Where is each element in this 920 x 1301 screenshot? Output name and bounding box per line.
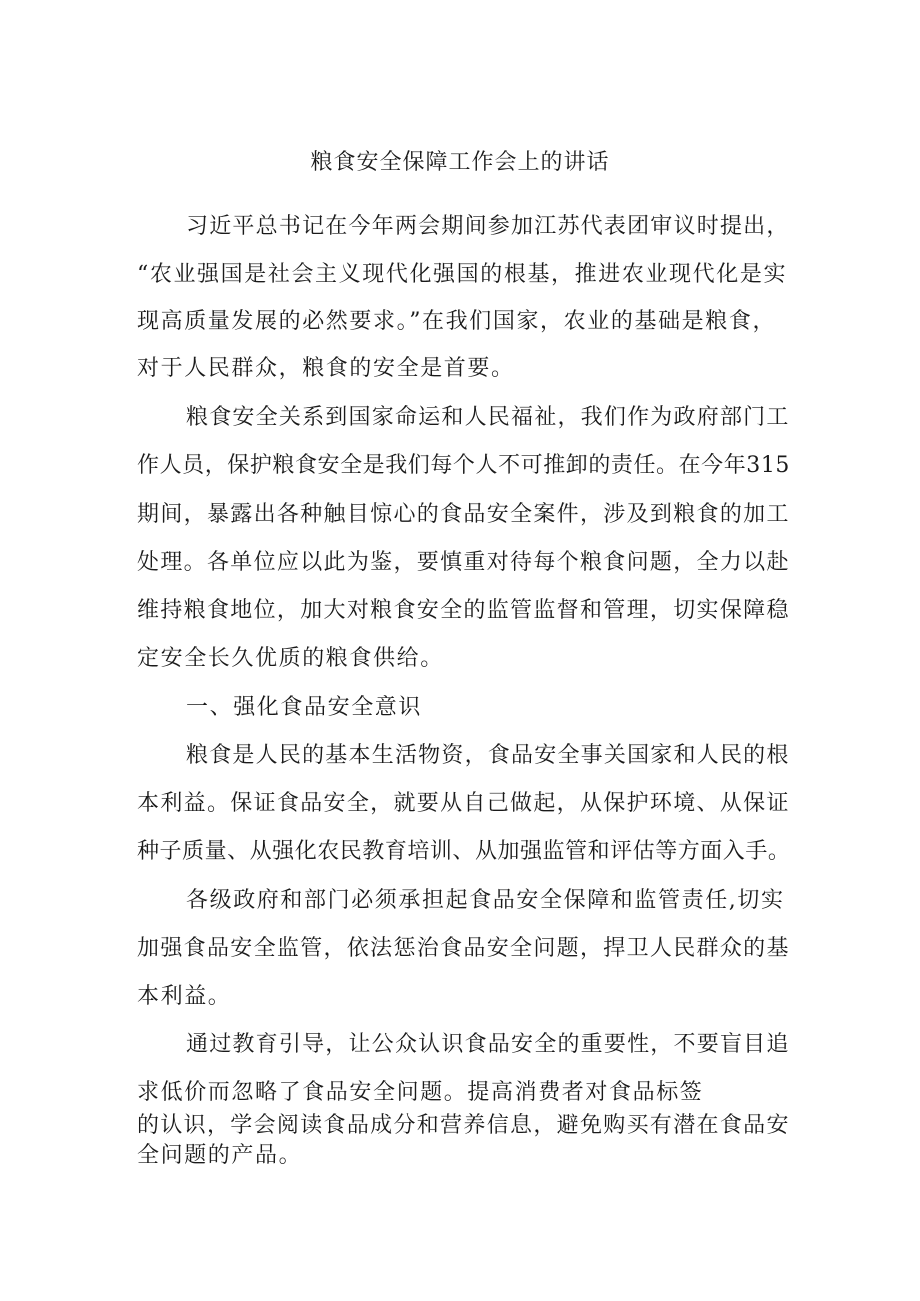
paragraph-2-line-5: 维持粮食地位，加大对粮食安全的监管监督和管理，切实保障稳 <box>137 598 790 623</box>
paragraph-1-line-1: 习近平总书记在今年两会期间参加江苏代表团审议时提出， <box>186 214 790 239</box>
paragraph-4-line-2: 加强食品安全监管，依法惩治食品安全问题，捍卫人民群众的基 <box>137 936 790 961</box>
paragraph-5-line-1: 通过教育引导，让公众认识食品安全的重要性，不要盲目追 <box>186 1032 790 1057</box>
paragraph-3-line-1: 粮食是人民的基本生活物资，食品安全事关国家和人民的根 <box>186 743 790 768</box>
paragraph-4-line-3: 本利益。 <box>137 984 232 1009</box>
paragraph-2-line-6: 定安全长久优质的粮食供给。 <box>137 646 444 671</box>
section-heading-1: 一、强化食品安全意识 <box>186 695 423 720</box>
paragraph-2-line-3: 期间，暴露出各种触目惊心的食品安全案件，涉及到粮食的加工 <box>137 502 790 527</box>
paragraph-5-line-2: 求低价而忽略了食品安全问题。提高消费者对食品标签 <box>137 1080 704 1105</box>
paragraph-4-line-1: 各级政府和部门必须承担起食品安全保障和监管责任,切实 <box>186 888 785 913</box>
paragraph-3-line-3: 种子质量、从强化农民教育培训、从加强监管和评估等方面入手。 <box>137 839 791 864</box>
paragraph-3-line-2: 本利益。保证食品安全，就要从自己做起，从保护环境、从保证 <box>137 791 790 816</box>
paragraph-2-line-1: 粮食安全关系到国家命运和人民福祉，我们作为政府部门工 <box>186 405 790 430</box>
paragraph-1-line-4: 对于人民群众，粮食的安全是首要。 <box>137 356 515 381</box>
paragraph-5-line-4: 全问题的产品。 <box>137 1143 303 1168</box>
paragraph-1-line-3: 现高质量发展的必然要求。”在我们国家，农业的基础是粮食， <box>137 309 777 334</box>
paragraph-5-line-3: 的认识，学会阅读食品成分和营养信息，避免购买有潜在食品安 <box>137 1113 790 1138</box>
paragraph-2-line-2: 作人员，保护粮食安全是我们每个人不可推卸的责任。在今年315 <box>137 453 790 478</box>
paragraph-1-line-2: “农业强国是社会主义现代化强国的根基，推进农业现代化是实 <box>137 262 788 287</box>
document-title: 粮食安全保障工作会上的讲话 <box>310 150 610 175</box>
paragraph-2-line-4: 处理。各单位应以此为鉴，要慎重对待每个粮食问题，全力以赴 <box>137 550 790 575</box>
